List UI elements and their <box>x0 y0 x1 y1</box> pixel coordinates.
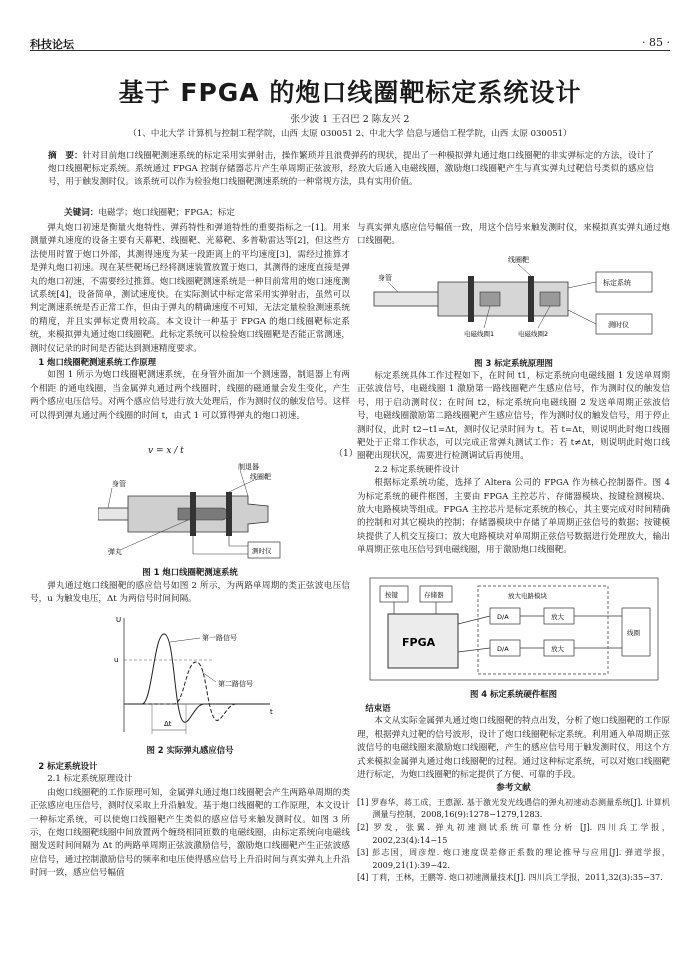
fig4-amp-label: 放大电路模块 <box>508 592 547 600</box>
left-column-bottom <box>30 760 350 881</box>
abstract <box>48 150 654 190</box>
signal-2-curve <box>124 662 270 720</box>
references-title: 参考文献 <box>496 783 531 794</box>
section-2-1-text: 由炮口线圈靶的工作原理可知，金属弹丸通过炮口线圈靶会产生两路单周期的类正弦感应电压信号，测时仪采取上升沿触发。基于炮口线圈靶的工作原理，本文设计一种标定系统，可以使炮口线圈靶产生类似的感应信号来触发测时仪。如图 3 所示，在炮口线圈靶线圈中间放置两个缠绕相同匝数的电磁线圈，由标定系统向电磁线圈发送时间间隔为 Δt 的两路单周期正弦波激励信号，激励炮口线圈靶产生正弦波感应信号，通过控制激励信号的频率和电压使得感应信号上升沿时间与真实弹丸上升沿时间一致，感应信号幅值 <box>30 787 350 879</box>
fig3-coil-2 <box>528 276 534 322</box>
abstract-text: 针对目前炮口线圈靶测速系统的标定采用实弹射击，操作繁琐并且浪费弹药的现状，提出了一种模拟弹丸通过炮口线圈靶的非实弹标定的方法，设计了炮口线圈靶标定系统。系统通过 FPGA 控制存储器芯片产生单周期正弦波形，经放大后通入电磁线圈，激励炮口线圈靶产生与真实弹丸过靶信号类似的感应信号，用于触发测时仪。该系统可以作为检验炮口线圈靶测速系统的一种常规方法，具有实用价值。 <box>48 151 654 188</box>
fig3-coil-leader <box>518 264 531 276</box>
figure-2-caption: 图 2 实际弹丸感应信号 <box>146 745 234 755</box>
trigger-u-label: u <box>114 656 119 664</box>
reference-item: [3] 彭志国，周彦煌. 炮口速度误差修正系数的理论推导与应用[J]. 弹道学报，2009,21(1):39−42. <box>357 847 670 870</box>
fig4-link-2 <box>458 648 490 652</box>
section-2-1-title: 2.1 标定系统原理设计 <box>47 774 133 785</box>
fig3-cal-label: 标定系统 <box>603 279 631 287</box>
coil-2 <box>226 492 232 536</box>
fig1-barrel-label: 身管 <box>112 480 126 488</box>
section-2-2-text: 根据标定系统功能，选择了 Altera 公司的 FPGA 作为核心控制器件。图 4 为标定系统的硬件框图，主要由 FPGA 主控芯片、存储器模块、按键检测模块、放大电路模块等组成。FPGA 主控芯片是标定系统的核心，其主要完成对时间精确的控制和对其它模块的控制；存储器模块中存储了单周期正弦信号的数据；按键模块提供了人机交互接口；放大电路模块对单周期正弦信号数据进行处理放大，输出单周期正弦电压信号到电磁线圈，用于激励炮口线圈靶。 <box>357 478 670 556</box>
left-column-top <box>30 222 350 423</box>
fig3-em-coil-1 <box>480 292 500 306</box>
fig3-barrel-label: 身管 <box>378 274 392 282</box>
signal-1-curve <box>124 634 270 722</box>
fig3-timer-label: 测时仪 <box>608 321 629 329</box>
fig4-link-1 <box>458 616 490 624</box>
section-2-title: 2 标定系统设计 <box>38 761 98 771</box>
affiliation: （1、中北大学 计算机与控制工程学院，山西 太原 030051 2、中北大学 信息与通信工程学院，山西 太原 030051） <box>128 129 572 139</box>
running-header <box>30 33 670 51</box>
left-column-mid <box>30 580 350 607</box>
sig1-leader <box>170 638 200 642</box>
fig1-timer-label: 测时仪 <box>252 547 272 555</box>
after-figure-3-text: 标定系统具体工作过程如下，在时间 t1，标定系统向电磁线圈 1 发送单周期正弦波信号，电磁线圈 1 激励第一路线圈靶产生感应信号，作为测时仪的触发信号，用于启动测时仪；在时间 t2，标定系统向电磁线圈 2 发送单周期正弦波信号，电磁线圈激励第二路线圈靶产生感应信号，作为测时仪的触发信号，用于停止测时仪，此时 t2−t1=Δt，测时仪记录时间为 t。若 t=Δt，则说明此时炮口线圈靶处于正常工作状态，可以完成正常弹丸测试工作；若 t≠Δt，则说明此时炮口线圈靶出现状况，需要进行检测调试后再使用。 <box>357 371 670 462</box>
fig4-keys-label: 按键 <box>385 591 398 599</box>
references-list <box>357 796 670 884</box>
bullet <box>178 508 231 520</box>
page-number: · 85 · <box>642 36 670 49</box>
figure-1-diagram <box>98 462 288 562</box>
fig4-da2-label: D/A <box>497 645 509 653</box>
fig1-brake-label: 制退器 <box>238 463 259 471</box>
right-column-bottom <box>357 702 670 884</box>
keywords <box>64 206 654 218</box>
section-1-text: 如图 1 所示为炮口线圈靶测速系统，在身管外面加一个测速器，制退器上有两个相距 的通电线圈，当金属弹丸通过两个线圈时，线圈的磁通量会发生变化，产生两个感应电压信号。对两个感应信号进行放大处理后，作为测时仪的触发信号。这样可以得到弹丸通过两个线圈的时间 t，由式 1 可以算得弹丸的炮口初速。 <box>30 370 350 421</box>
brake-leader <box>240 470 248 496</box>
fig3-wire-a <box>568 282 596 288</box>
section-1-title: 1 炮口线圈靶测速系统工作原理 <box>38 357 157 368</box>
fig4-fpga-label: FPGA <box>402 636 436 649</box>
equation-1-number: （1） <box>334 449 358 459</box>
continued-text: 与真实弹丸感应信号幅值一致，用这个信号来触发测时仪，来模拟真实弹丸通过炮口线圈靶。 <box>357 223 670 247</box>
section-2-2-title: 2.2 标定系统硬件设计 <box>374 464 460 475</box>
figure-1-caption: 图 1 炮口线圈靶测速系统 <box>142 567 238 577</box>
fig3-em2-label: 电磁线圈2 <box>518 330 549 338</box>
fig3-barrel-leader <box>388 282 398 292</box>
figure-4-caption: 图 4 标定系统硬件框图 <box>469 689 558 699</box>
fig1-coil-label: 线圈靶 <box>250 473 271 481</box>
fig4-out-label: 线圈 <box>627 629 640 637</box>
fig4-da1-label: D/A <box>497 613 509 621</box>
keywords-label: 关键词： <box>64 208 99 218</box>
reference-item: [1] 罗春华，蒋工成，王惠源. 基于激光发光线遇信的弹丸初速动态测量系统[J]. 计算机测量与控制，2008,16(9):1278−1279,1283. <box>357 796 670 820</box>
fig4-mem-label: 存储器 <box>424 591 444 599</box>
conclusion-title: 结束语 <box>365 703 391 713</box>
figure-3-diagram <box>368 252 660 352</box>
fig3-coil-label: 线圈靶 <box>508 256 529 264</box>
paper-title: 基于 FPGA 的炮口线圈靶标定系统设计 <box>118 78 582 107</box>
coil-leader <box>229 480 254 492</box>
keywords-text: 电磁学；炮口线圈靶；FPGA；标定 <box>98 208 235 218</box>
fig1-bullet-label: 弹丸 <box>108 548 122 556</box>
u-axis-label: U <box>116 616 122 624</box>
right-column-mid <box>357 370 670 558</box>
right-column-top <box>357 222 670 249</box>
after-figure-1-text: 弹丸通过炮口线圈靶的感应信号如图 2 所示，为两路单周期的类正弦波电压信号，u 为触发电压，Δt 为两信号时间间隔。 <box>30 581 350 605</box>
reference-item: [2] 罗发，张翼. 弹丸初速测试系统可靠性分析 [J]. 四川兵工学报，2002,23(4):14−15 <box>357 822 670 845</box>
intro-paragraph: 弹丸炮口初速是衡量火炮特性、弹药特性和弹道特性的重要指标之一[1]。用来测量弹丸速度的设备主要有天幕靶、线圈靶、光幕靶、多普勒雷达等[2]，但这些方法使用时置于炮口外部，其测得速度为某一段距离上的平均速度[3]，需经过推算才是弹丸炮口初速。现在某些靶场已经将测速装置放置于炮口，其测得的速度直接是弹丸的炮口初速，不需要经过推算。炮口线圈靶测速系统是一种目前常用的炮口速度测试系统[4]，设备简单，测试速度快。在实际测试中标定常采用实弹射击，虽然可以判定测速系统是否正常工作，但由于弹丸的精确速度不可知，无法定量检验测速系统的精度，并且实弹标定费用较高。本文设计一种基于 FPGA 的炮口线圈靶标定系统，来模拟弹丸通过炮口线圈靶。此标定系统可以检验炮口线圈靶是否能正常测速，测时仪记录的时间是否能达到测速精度要求。 <box>30 223 350 354</box>
barrel-leader <box>108 488 112 508</box>
equation-1: v = x / t <box>148 446 184 456</box>
t-axis-label: t <box>270 708 273 716</box>
fig4-a2-label: 放大 <box>551 645 564 653</box>
reference-item: [4] 丁莉，王林，王鹏等. 炮口初速测量技术[J]. 四川兵工学报，2011,32(3):35−37. <box>357 872 663 883</box>
coil-1 <box>190 492 196 536</box>
authors: 张少波 1 王召巴 2 陈友兴 2 <box>290 114 410 125</box>
fig4-a1-label: 放大 <box>551 613 564 621</box>
fig3-coil-1 <box>468 276 474 322</box>
fig3-barrel <box>374 292 444 306</box>
conclusion-text: 本文从实际金属弹丸通过炮口线圈靶的特点出发，分析了炮口线圈靶的工作原理，根据弹丸过靶的信号波形，设计了炮口线圈靶标定系统。利用通入单周期正弦波信号的电磁线圈来激励炮口线圈靶，产生的感应信号用于触发测时仪，用这个方式来模拟金属弹丸通过炮口线圈靶的过程。通过这种标定系统，可以对炮口线圈靶进行标定，为炮口线圈靶的标定提供了方便、可靠的手段。 <box>357 716 670 781</box>
fig3-wire-b <box>568 310 596 324</box>
fig3-em1-label: 电磁线圈1 <box>464 330 495 338</box>
figure-4-diagram <box>368 574 660 684</box>
journal-name: 科技论坛 <box>30 38 74 51</box>
signal-2-label: 第二路信号 <box>218 680 253 688</box>
figure-2-chart <box>112 612 282 740</box>
figure-3-caption: 图 3 标定系统原理图 <box>474 358 553 368</box>
fig3-em-coil-2 <box>540 292 560 306</box>
signal-1-label: 第一路信号 <box>202 634 237 642</box>
dt-label: Δt <box>164 720 172 728</box>
abstract-label: 摘 要： <box>48 151 83 161</box>
